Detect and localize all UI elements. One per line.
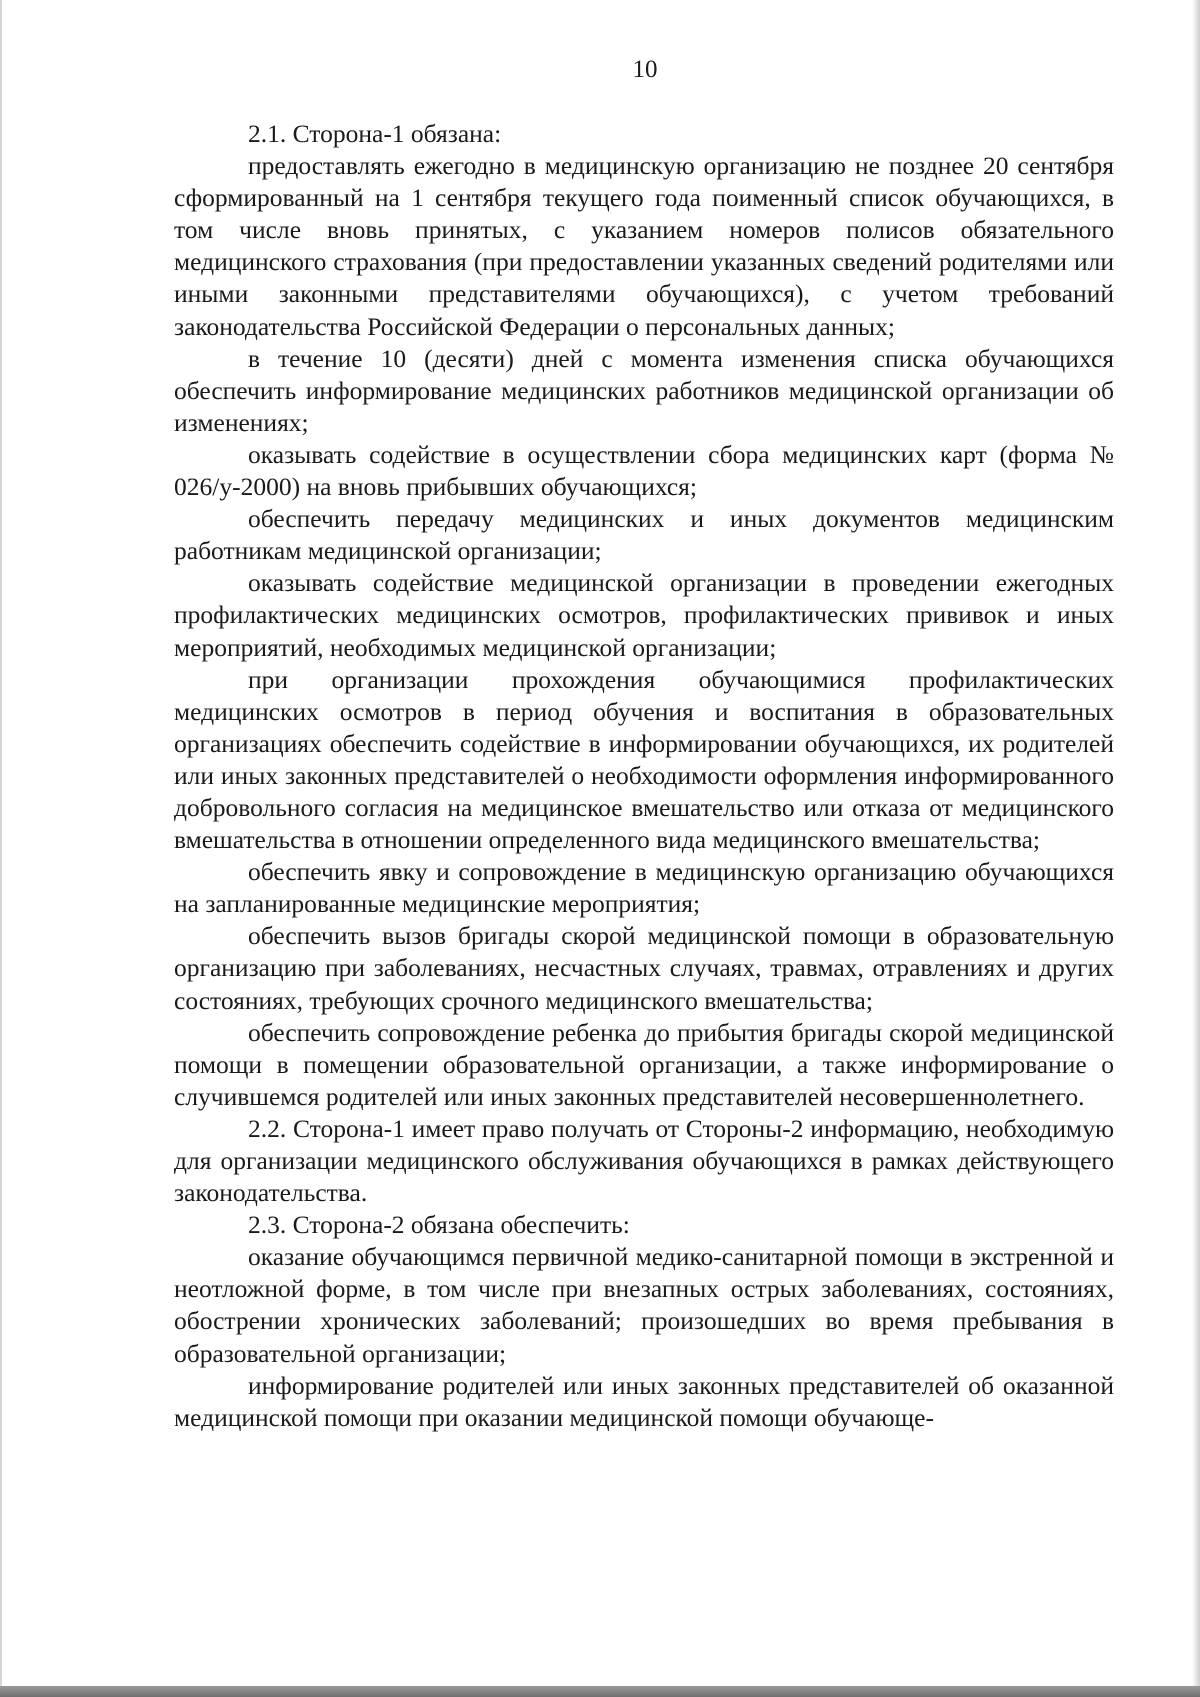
paragraph-student-list: предоставлять ежегодно в медицинскую организацию не позднее 20 сентября сформированный на 1 сентября текущего года поименный список обучающихся, в том числе вновь принятых, с указанием номеров полисов обязательного медицинского страхования (при предоставлении указанных сведений родителями или иными законными представителями обучающихся), с учетом требований законодательства Российской Федерации о персональных данных; — [174, 151, 1114, 341]
paragraph-child-escort: обеспечить сопровождение ребенка до прибытия бригады скорой медицинской помощи в помещении образовательной организации, а также информирование о случившемся родителей или иных законных представителей несовершеннолетнего. — [174, 1017, 1114, 1111]
paragraph-document-transfer: обеспечить передачу медицинских и иных документов медицинским работникам медицинской организации; — [174, 504, 1114, 566]
page-bottom-edge — [0, 1686, 1200, 1697]
paragraph-primary-care: оказание обучающимся первичной медико-санитарной помощи в экстренной и неотложной форме, в том числе при внезапных острых заболеваниях, состояниях, обострении хронических заболеваний; произошедших во время пребывания в образовательной организации; — [174, 1242, 1114, 1368]
document-body — [174, 118, 1114, 1434]
section-2-3-heading: 2.3. Сторона-2 обязана обеспечить: — [248, 1210, 630, 1240]
paragraph-ambulance-call: обеспечить вызов бригады скорой медицинской помощи в образовательную организацию при заболеваниях, несчастных случаях, травмах, отравлениях и других состояниях, требующих срочного медицинского вмешательства; — [174, 921, 1114, 1015]
paragraph-parent-notification: информирование родителей или иных законных представителей об оказанной медицинской помощи при оказании медицинской помощи обучающе- — [174, 1370, 1114, 1432]
paragraph-informed-consent: при организации прохождения обучающимися профилактических медицинских осмотров в период обучения и воспитания в образовательных организациях обеспечить содействие в информировании обучающихся, их родителей или иных законных представителей о необходимости оформления информированного добровольного согласия на медицинское вмешательство или отказа от медицинского вмешательства в отношении определенного вида медицинского вмешательства; — [174, 664, 1114, 855]
paragraph-medical-cards: оказывать содействие в осуществлении сбора медицинских карт (форма № 026/у-2000) на вновь прибывших обучающихся; — [174, 439, 1114, 502]
paragraph-list-changes: в течение 10 (десяти) дней с момента изменения списка обучающихся обеспечить информирование медицинских работников медицинской организации об изменениях; — [174, 343, 1114, 437]
section-2-2: 2.2. Сторона-1 имеет право получать от Стороны-2 информацию, необходимую для организации медицинского обслуживания обучающихся в рамках действующего законодательства. — [174, 1113, 1114, 1208]
page-left-edge — [0, 0, 2, 1697]
page-number: 10 — [632, 56, 658, 83]
paragraph-attendance: обеспечить явку и сопровождение в медицинскую организацию обучающихся на запланированные медицинские мероприятия; — [174, 857, 1114, 919]
paragraph-preventive-exams: оказывать содействие медицинской организации в проведении ежегодных профилактических медицинских осмотров, профилактических прививок и иных мероприятий, необходимых медицинской организации; — [174, 568, 1114, 662]
section-2-1-heading: 2.1. Сторона-1 обязана: — [248, 119, 502, 148]
page-right-edge — [1192, 0, 1200, 1697]
